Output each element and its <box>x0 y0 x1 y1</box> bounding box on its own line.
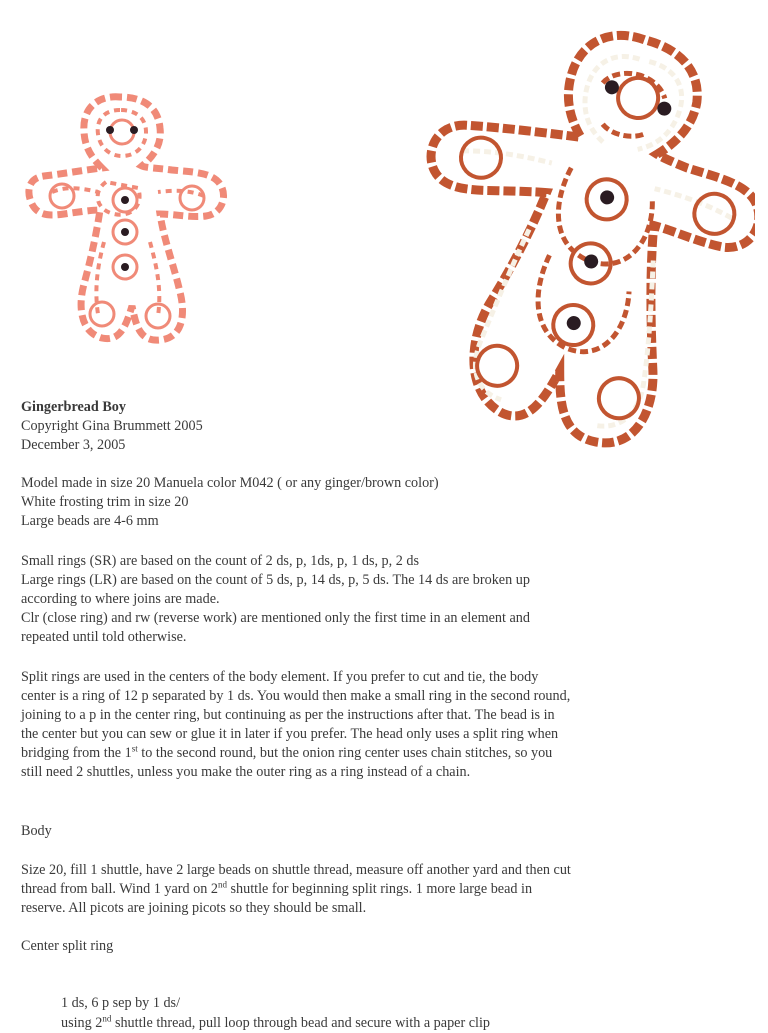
split-ring-para-line-4: the center but you can sew or glue it in later if you prefer. The head only uses a split ring when <box>21 726 559 742</box>
lace-ring <box>457 133 505 181</box>
small-eye-bead-left <box>106 126 114 134</box>
date-line: December 3, 2005 <box>21 437 126 453</box>
body-para-line-2: thread from ball. Wind 1 yard on 2nd shuttle for beginning split rings. 1 more large bead in <box>21 879 533 897</box>
split-ring-para-line-5: bridging from the 1st to the second round, but the onion ring center uses chain stitches, so you <box>21 743 553 761</box>
lace-ring <box>110 120 134 144</box>
lace-ring <box>180 186 204 210</box>
pattern-title: Gingerbread Boy <box>21 399 126 415</box>
split-ring-para-line-1: Split rings are used in the centers of the body element. If you prefer to cut and tie, the body <box>21 669 539 685</box>
split-ring-para-line-2: center is a ring of 12 p separated by 1 ds. You would then make a small ring in the second round, <box>21 688 571 704</box>
large-button-bead-2 <box>583 253 600 270</box>
materials-line-1: Model made in size 20 Manuela color M042 ( or any ginger/brown color) <box>21 475 439 491</box>
small-eye-bead-right <box>130 126 138 134</box>
copyright-line: Copyright Gina Brummett 2005 <box>21 418 203 434</box>
small-ring-note: Small rings (SR) are based on the count of 2 ds, p, 1ds, p, 1 ds, p, 2 ds <box>21 553 420 569</box>
split-ring-para-line-6: still need 2 shuttles, unless you make the outer ring as a ring instead of a chain. <box>21 764 471 780</box>
close-ring-note-1: Clr (close ring) and rw (reverse work) are mentioned only the first time in an element and <box>21 610 530 626</box>
center-step-1: 1 ds, 6 p sep by 1 ds/ <box>61 995 181 1011</box>
body-heading: Body <box>21 823 52 839</box>
large-lace-rings <box>408 40 755 434</box>
lace-ring <box>595 374 643 422</box>
small-gingerbread-illustration <box>22 92 232 348</box>
small-bead-group <box>106 126 138 271</box>
large-ring-note-2: according to where joins are made. <box>21 591 220 607</box>
large-lace-body <box>405 22 755 450</box>
large-button-bead-3 <box>565 315 582 332</box>
center-split-ring-heading: Center split ring <box>21 938 114 954</box>
lace-ring <box>50 184 74 208</box>
materials-line-3: Large beads are 4-6 mm <box>21 513 159 529</box>
close-ring-note-2: repeated until told otherwise. <box>21 629 187 645</box>
body-para-line-1: Size 20, fill 1 shuttle, have 2 large beads on shuttle thread, measure off another yard and then cut <box>21 862 571 878</box>
center-step-2: using 2nd shuttle thread, pull loop through bead and secure with a paper clip <box>61 1013 491 1031</box>
frosting-trim <box>405 23 755 446</box>
lace-ring <box>690 190 738 238</box>
small-lace-body <box>29 97 224 340</box>
large-gingerbread-illustration <box>405 22 755 450</box>
small-button-bead-2 <box>121 228 129 236</box>
large-ring-note-1: Large rings (LR) are based on the count of 5 ds, p, 14 ds, p, 5 ds. The 14 ds are broken up <box>21 572 530 588</box>
lace-ring <box>90 302 114 326</box>
body-para-line-3: reserve. All picots are joining picots so they should be small. <box>21 900 367 916</box>
small-button-bead-1 <box>121 196 129 204</box>
large-button-bead-1 <box>599 189 616 206</box>
small-button-bead-3 <box>121 263 129 271</box>
materials-line-2: White frosting trim in size 20 <box>21 494 189 510</box>
split-ring-para-line-3: joining to a p in the center ring, but continuing as per the instructions after that. The bead is in <box>21 707 555 723</box>
